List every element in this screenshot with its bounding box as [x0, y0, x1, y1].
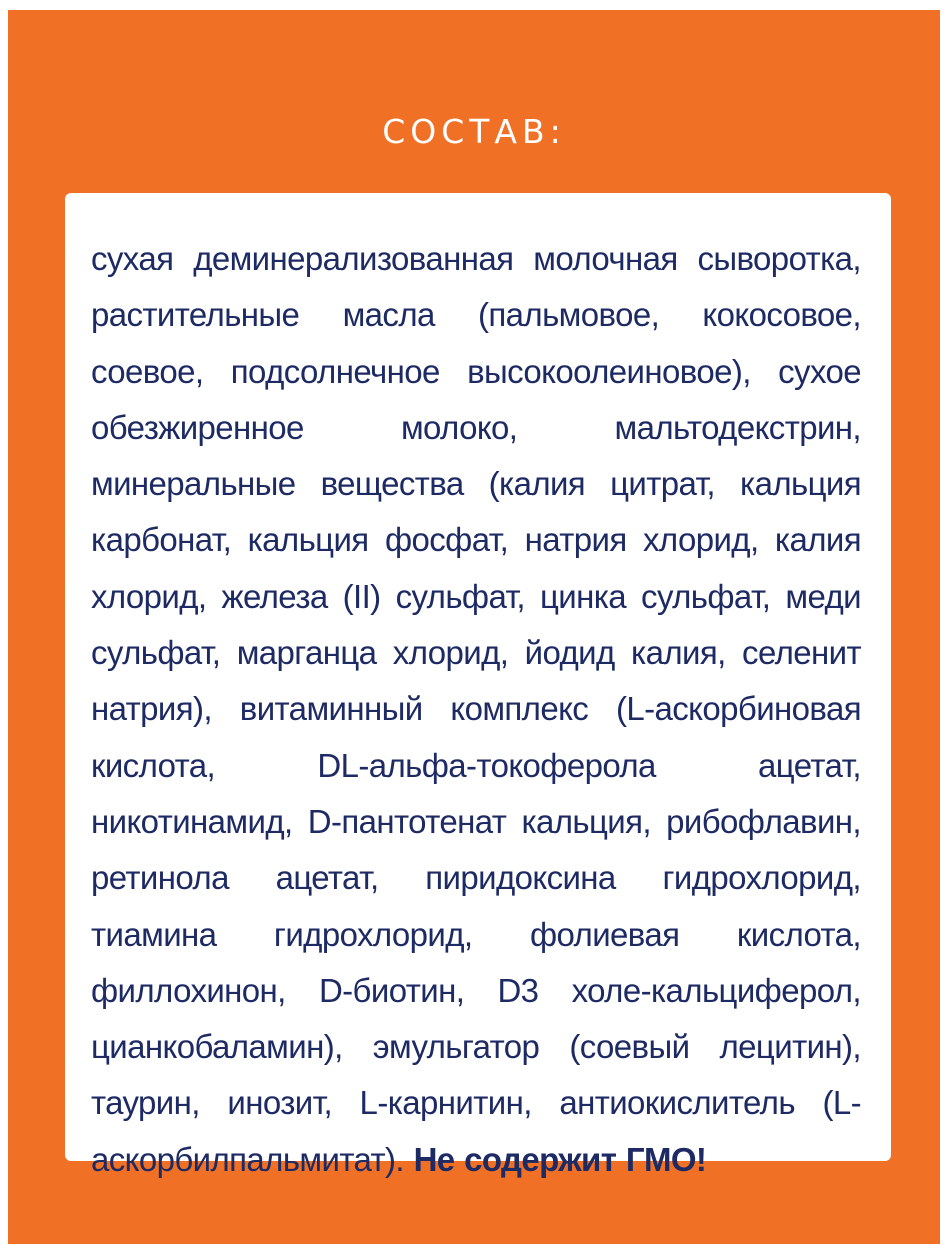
composition-heading: СОСТАВ:: [382, 112, 566, 151]
ingredients-paragraph: [91, 231, 861, 1188]
ingredients-card: [65, 193, 891, 1178]
gmo-free-notice: Не содержит ГМО!: [413, 1140, 707, 1178]
ingredients-list: сухая деминерализованная молочная сыворотка, растительные масла (пальмовое, кокосовое, соевое, подсолнечное высокоолеиновое), сухое обезжиренное молоко, мальтодекстрин, минеральные вещества (калия цитрат, кальция карбонат, кальция фосфат, натрия хлорид, калия хлорид, железа (II) сульфат, цинка сульфат, меди сульфат, марганца хлорид, йодид калия, селенит натрия), витаминный комплекс (L-аскорбиновая кислота, DL-альфа-токоферола ацетат, никотинамид, D-пантотенат кальция, рибофлавин, ретинола ацетат, пиридоксина гидрохлорид, тиамина гидрохлорид, фолиевая кислота, филлохинон, D-биотин, D3 холе-кальциферол, цианкобаламин), эмульгатор (соевый лецитин), таурин, инозит, L-карнитин, антиокислитель (L-аскорбилпальмитат).: [91, 240, 861, 1178]
orange-background-panel: [8, 10, 940, 1244]
